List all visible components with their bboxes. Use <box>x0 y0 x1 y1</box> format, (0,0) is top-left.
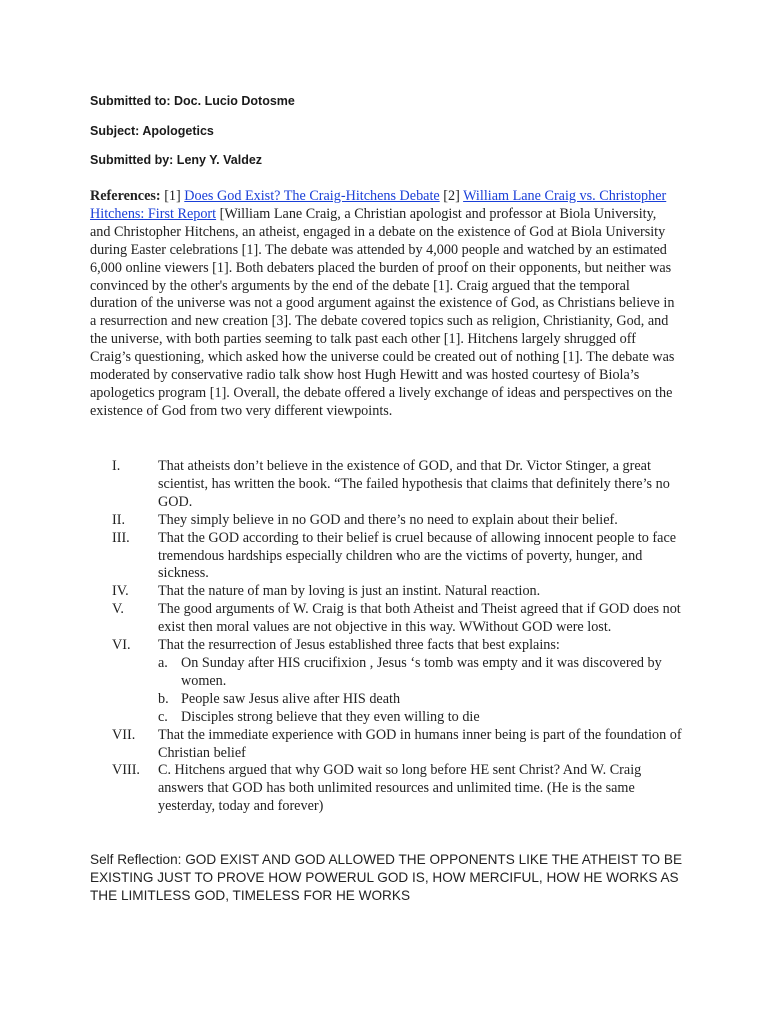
sub-list-text: People saw Jesus alive after HIS death <box>181 690 401 707</box>
list-text: That the immediate experience with GOD in humans inner being is part of the foundation of Christian belief <box>158 726 682 761</box>
list-text: C. Hitchens argued that why GOD wait so long before HE sent Christ? And W. Craig answers that GOD has both unlimited resources and unlimited time. (He is the same yesterday, today and forever) <box>158 762 642 815</box>
sub-list-item <box>158 691 690 709</box>
sub-list-text: Disciples strong believe that they even willing to die <box>181 708 480 725</box>
sub-list-letter: a. <box>158 654 168 671</box>
ref1-number: [1] <box>164 188 181 204</box>
list-item <box>90 601 690 637</box>
references-label: References: <box>90 188 161 204</box>
sub-list-item <box>158 709 690 727</box>
list-text: They simply believe in no GOD and there’s no need to explain about their belief. <box>158 511 618 528</box>
list-item <box>90 530 690 584</box>
list-text: That the nature of man by loving is just an instint. Natural reaction. <box>158 583 541 600</box>
list-number: V. <box>112 601 124 618</box>
self-reflection: Self Reflection: GOD EXIST AND GOD ALLOWED THE OPPONENTS LIKE THE ATHEIST TO BE EXISTING JUST TO PROVE HOW POWERUL GOD IS, HOW MERCIFUL, HOW HE WORKS AS THE LIMITLESS GOD, TIMELESS FOR HE WORKS <box>90 852 683 903</box>
ref2-link[interactable]: William Lane Craig vs. Christopher Hitchens: First Report <box>90 188 667 222</box>
sub-list-letter: b. <box>158 690 169 707</box>
list-number: III. <box>112 529 130 546</box>
list-item <box>90 458 690 512</box>
submitted-by: Submitted by: Leny Y. Valdez <box>90 153 263 167</box>
ref1-link[interactable]: Does God Exist? The Craig-Hitchens Debate <box>184 188 440 204</box>
list-item <box>90 637 690 727</box>
subject: Subject: Apologetics <box>90 124 214 138</box>
list-number: I. <box>112 458 121 474</box>
ref2-number: [2] <box>443 188 460 204</box>
sub-list-letter: c. <box>158 708 168 725</box>
points-list <box>90 458 690 816</box>
list-text: That atheists don’t believe in the existence of GOD, and that Dr. Victor Stinger, a great scientist, has written the book. “The failed hypothesis that claims that definitely there’s no GOD. <box>158 458 670 510</box>
list-item <box>90 727 690 763</box>
list-number: IV. <box>112 583 129 600</box>
list-text: The good arguments of W. Craig is that both Atheist and Theist agreed that if GOD does not exist then moral values are not objective in this way. WWithout GOD were lost. <box>158 601 681 636</box>
list-number: VII. <box>112 726 136 743</box>
list-number: II. <box>112 511 125 528</box>
list-number: VIII. <box>112 762 140 779</box>
list-item <box>90 512 690 530</box>
list-text: That the GOD according to their belief is cruel because of allowing innocent people to face tremendous hardships especially children who are the victims of poverty, hunger, and sickness. <box>158 529 677 582</box>
references-paragraph <box>90 188 680 421</box>
list-text: That the resurrection of Jesus established three facts that best explains: <box>158 637 560 654</box>
sub-list-item <box>158 655 690 691</box>
sub-list-text: On Sunday after HIS crucifixion , Jesus ‘s tomb was empty and it was discovered by women. <box>181 654 662 689</box>
references-body: [William Lane Craig, a Christian apologist and professor at Biola University, and Christopher Hitchens, an atheist, engaged in a debate on the existence of God at Biola University during Easter celebrations [1]. The debate was attended by 4,000 people and watched by an estimated 6,000 online viewers [1]. Both debaters placed the burden of proof on their opponents, but neither was convinced by the other's arguments by the end of the debate [1]. Craig argued that the temporal duration of the universe was not a good argument against the existence of God, as Christians believe in a resurrection and new creation [3]. The debate covered topics such as religion, Christianity, God, and the universe, with both parties seeming to talk past each other [1]. Hitchens largely shrugged off Craig’s questioning, which asked how the universe could be created out of nothing [1]. The debate was moderated by conservative radio talk show host Hugh Hewitt and was hosted courtesy of Biola’s apologetics program [1]. Overall, the debate offered a lively exchange of ideas and perspectives on the existence of God from two very different viewpoints. <box>90 205 675 419</box>
list-item <box>90 762 690 816</box>
list-item <box>90 583 690 601</box>
submitted-to: Submitted to: Doc. Lucio Dotosme <box>90 94 295 108</box>
list-number: VI. <box>112 637 131 654</box>
